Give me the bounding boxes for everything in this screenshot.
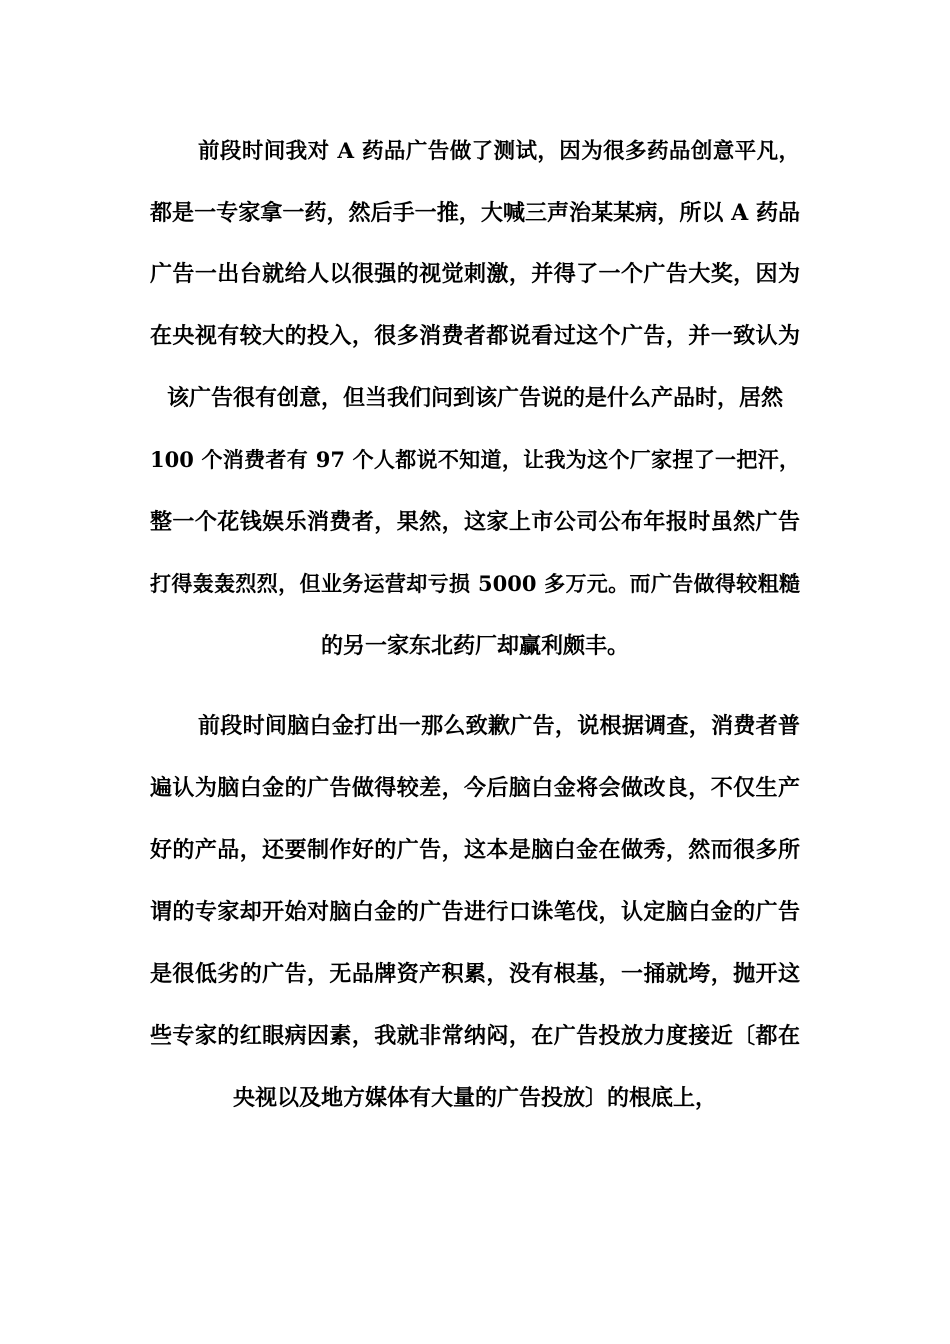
- paragraph-1-line-6: 100 个消费者有 97 个人都说不知道，让我为这个厂家捏了一把汗，: [150, 447, 800, 472]
- paragraph-2-line-2: 遍认为脑白金的广告做得较差，今后脑白金将会做改良，不仅生产: [150, 775, 800, 801]
- paragraph-1-line-8: 打得轰轰烈烈，但业务运营却亏损 5000 多万元。而广告做得较粗糙: [150, 571, 800, 596]
- paragraph-1-line-5: 该广告很有创意，但当我们问到该广告说的是什么产品时，居然: [166, 385, 783, 411]
- paragraph-2-line-5: 是很低劣的广告，无品牌资产积累，没有根基，一捅就垮，抛开这: [150, 961, 800, 987]
- paragraph-2-line-1: 前段时间脑白金打出一那么致歉广告，说根据调查，消费者普: [198, 713, 800, 739]
- paragraph-1-line-1: 前段时间我对 A 药品广告做了测试，因为很多药品创意平凡，: [198, 139, 800, 164]
- paragraph-1-line-9: 的另一家东北药厂却赢利颇丰。: [320, 633, 629, 659]
- paragraph-2-line-7: 央视以及地方媒体有大量的广告投放〕的根底上，: [232, 1085, 717, 1111]
- paragraph-1-line-7: 整一个花钱娱乐消费者，果然，这家上市公司公布年报时虽然广告: [150, 509, 800, 535]
- paragraph-2-line-3: 好的产品，还要制作好的广告，这本是脑白金在做秀，然而很多所: [150, 837, 800, 863]
- paragraph-1-line-2: 都是一专家拿一药，然后手一推，大喊三声治某某病，所以 A 药品: [150, 200, 800, 226]
- paragraph-2-line-6: 些专家的红眼病因素，我就非常纳闷，在广告投放力度接近〔都在: [150, 1023, 800, 1049]
- paragraph-2-line-4: 谓的专家却开始对脑白金的广告进行口诛笔伐，认定脑白金的广告: [150, 899, 800, 925]
- paragraph-1-line-3: 广告一出台就给人以很强的视觉刺激，并得了一个广告大奖，因为: [150, 261, 800, 287]
- paragraph-1-line-4: 在央视有较大的投入，很多消费者都说看过这个广告，并一致认为: [150, 323, 800, 349]
